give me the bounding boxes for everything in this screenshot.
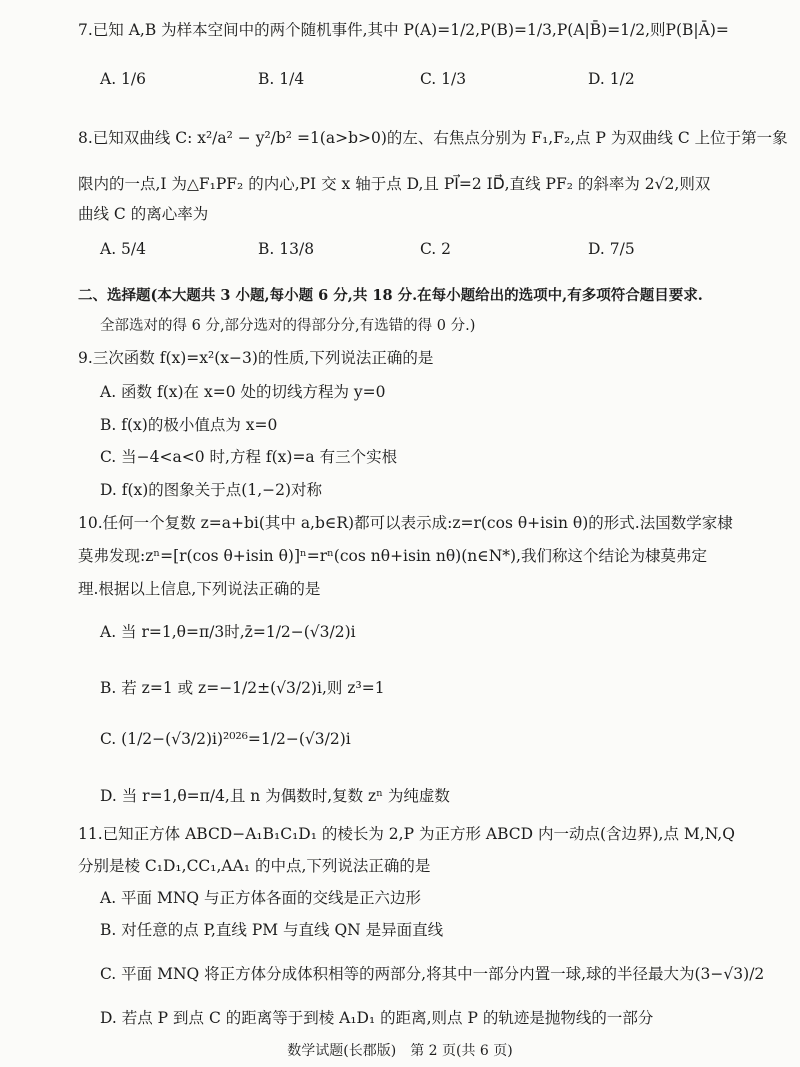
q9-option-d: D. f(x)的图象关于点(1,−2)对称 xyxy=(100,481,323,499)
q8-option-c: C. 2 xyxy=(420,240,452,258)
q11-option-d: D. 若点 P 到点 C 的距离等于到棱 A₁D₁ 的距离,则点 P 的轨迹是抛物线的一部分 xyxy=(100,1009,654,1027)
q8-option-a: A. 5/4 xyxy=(100,240,146,258)
section-2-heading: 二、选择题(本大题共 3 小题,每小题 6 分,共 18 分.在每小题给出的选项中,有多项符合题目要求. xyxy=(78,287,703,304)
q11-option-b: B. 对任意的点 P,直线 PM 与直线 QN 是异面直线 xyxy=(100,921,444,939)
q8-line-3: 曲线 C 的离心率为 xyxy=(78,205,209,223)
q9-option-c: C. 当−4<a<0 时,方程 f(x)=a 有三个实根 xyxy=(100,448,398,466)
q7-option-b: B. 1/4 xyxy=(258,70,305,88)
q10-line-3: 理.根据以上信息,下列说法正确的是 xyxy=(78,580,321,598)
page-footer: 数学试题(长郡版) 第 2 页(共 6 页) xyxy=(287,1043,513,1059)
q7-option-d: D. 1/2 xyxy=(588,70,635,88)
q9-stem: 9.三次函数 f(x)=x²(x−3)的性质,下列说法正确的是 xyxy=(78,349,434,367)
q10-option-b: B. 若 z=1 或 z=−1/2±(√3/2)i,则 z³=1 xyxy=(100,679,385,697)
section-2-instructions: 全部选对的得 6 分,部分选对的得部分分,有选错的得 0 分.) xyxy=(100,318,476,334)
q8-line-2: 限内的一点,I 为△F₁PF₂ 的内心,PI 交 x 轴于点 D,且 PI⃗=2 ID⃗,直线 PF₂ 的斜率为 2√2,则双 xyxy=(78,175,711,193)
q10-option-a: A. 当 r=1,θ=π/3时,z̄=1/2−(√3/2)i xyxy=(100,623,356,641)
q10-line-2: 莫弗发现:zⁿ=[r(cos θ+isin θ)]ⁿ=rⁿ(cos nθ+isin nθ)(n∈N*),我们称这个结论为棣莫弗定 xyxy=(78,547,707,565)
q11-option-c: C. 平面 MNQ 将正方体分成体积相等的两部分,将其中一部分内置一球,球的半径最大为(3−√3)/2 xyxy=(100,965,765,983)
q7-option-c: C. 1/3 xyxy=(420,70,467,88)
q10-option-c: C. (1/2−(√3/2)i)²⁰²⁶=1/2−(√3/2)i xyxy=(100,730,351,748)
q10-line-1: 10.任何一个复数 z=a+bi(其中 a,b∈R)都可以表示成:z=r(cos θ+isin θ)的形式.法国数学家棣 xyxy=(78,514,733,532)
q11-option-a: A. 平面 MNQ 与正方体各面的交线是正六边形 xyxy=(100,889,422,907)
q8-line-1: 8.已知双曲线 C: x²/a² − y²/b² =1(a>b>0)的左、右焦点分别为 F₁,F₂,点 P 为双曲线 C 上位于第一象 xyxy=(78,129,788,147)
q9-option-b: B. f(x)的极小值点为 x=0 xyxy=(100,416,278,434)
q11-line-1: 11.已知正方体 ABCD−A₁B₁C₁D₁ 的棱长为 2,P 为正方形 ABCD 内一动点(含边界),点 M,N,Q xyxy=(78,825,735,843)
q7-stem: 7.已知 A,B 为样本空间中的两个随机事件,其中 P(A)=1/2,P(B)=1/3,P(A|B̄)=1/2,则P(B|Ā)= xyxy=(78,21,729,39)
q9-option-a: A. 函数 f(x)在 x=0 处的切线方程为 y=0 xyxy=(100,383,386,401)
q7-option-a: A. 1/6 xyxy=(100,70,146,88)
q8-option-d: D. 7/5 xyxy=(588,240,635,258)
q11-line-2: 分别是棱 C₁D₁,CC₁,AA₁ 的中点,下列说法正确的是 xyxy=(78,857,431,875)
q10-option-d: D. 当 r=1,θ=π/4,且 n 为偶数时,复数 zⁿ 为纯虚数 xyxy=(100,787,450,805)
q8-option-b: B. 13/8 xyxy=(258,240,315,258)
